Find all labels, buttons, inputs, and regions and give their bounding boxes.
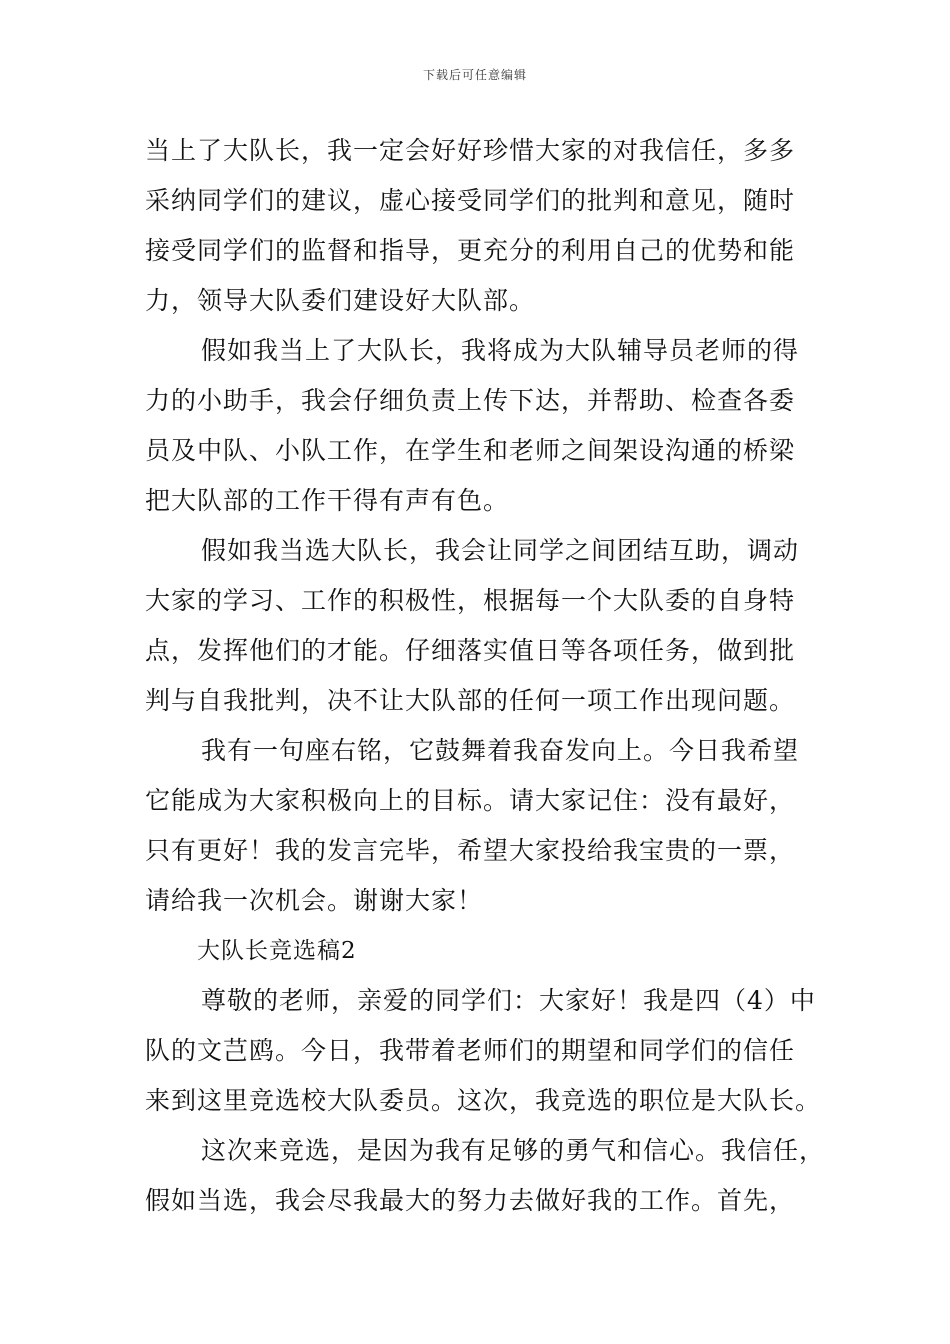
text-line: 接受同学们的监督和指导，更充分的利用自己的优势和能 [145, 236, 796, 265]
text-line: 它能成为大家积极向上的目标。请大家记住：没有最好， [145, 786, 796, 815]
text-line: 大家的学习、工作的积极性，根据每一个大队委的自身特 [145, 586, 796, 615]
text-line: 只有更好！我的发言完毕，希望大家投给我宝贵的一票， [145, 836, 796, 865]
paragraph-first-line: 假如我当选大队长，我会让同学之间团结互助，调动 [201, 536, 800, 565]
text-line: 点，发挥他们的才能。仔细落实值日等各项任务，做到批 [145, 636, 796, 665]
text-line: 把大队部的工作干得有声有色。 [145, 486, 510, 515]
paragraph-first-line: 我有一句座右铭，它鼓舞着我奋发向上。今日我希望 [201, 736, 800, 765]
text-line: 力的小助手，我会仔细负责上传下达，并帮助、检查各委 [145, 386, 796, 415]
document-body [145, 126, 835, 1226]
text-line: 员及中队、小队工作，在学生和老师之间架设沟通的桥梁 [145, 436, 796, 465]
paragraph-first-line: 尊敬的老师，亲爱的同学们：大家好！我是四（4）中 [201, 986, 816, 1015]
text-line: 队的文芑鸥。今日，我带着老师们的期望和同学们的信任 [145, 1036, 796, 1065]
section-heading: 大队长竞选稿2 [197, 938, 357, 964]
text-line: 来到这里竞选校大队委员。这次，我竞选的职位是大队长。 [145, 1086, 822, 1115]
paragraph-first-line: 这次来竞选，是因为我有足够的勇气和信心。我信任， [201, 1136, 826, 1165]
text-line: 判与自我批判，决不让大队部的任何一项工作出现问题。 [145, 686, 796, 715]
text-line: 力，领导大队委们建设好大队部。 [145, 286, 536, 315]
text-line: 采纳同学们的建议，虚心接受同学们的批判和意见，随时 [145, 186, 796, 215]
text-line: 当上了大队长，我一定会好好珍惜大家的对我信任，多多 [145, 136, 796, 165]
page-header: 下载后可任意编辑 [422, 68, 527, 82]
text-line: 假如当选，我会尽我最大的努力去做好我的工作。首先， [145, 1186, 796, 1215]
paragraph-first-line: 假如我当上了大队长，我将成为大队辅导员老师的得 [201, 336, 800, 365]
text-line: 请给我一次机会。谢谢大家！ [145, 886, 484, 915]
